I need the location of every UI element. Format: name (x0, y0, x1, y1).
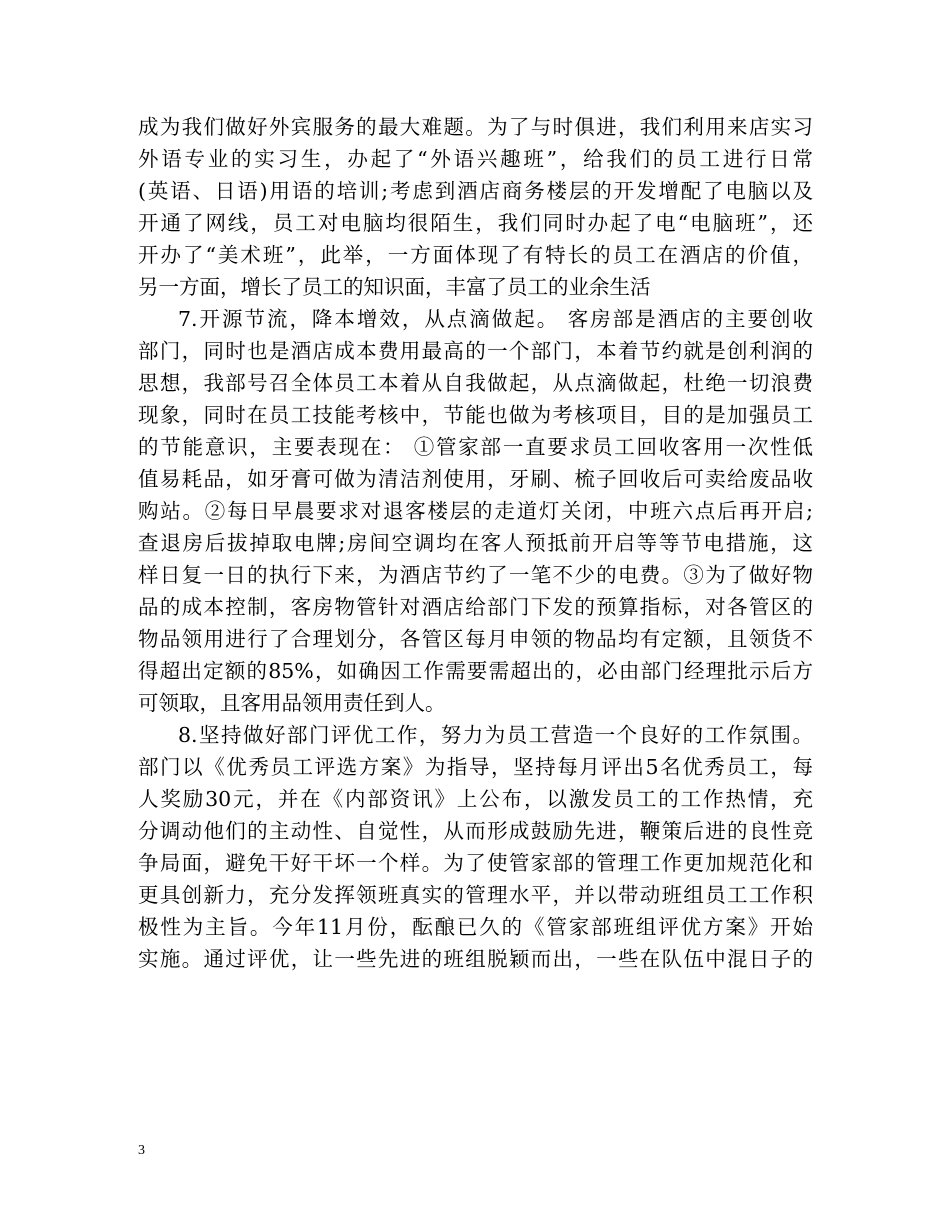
text-line: 值易耗品，如牙膏可做为清洁剂使用，牙刷、梳子回收后可卖给废品收 (138, 467, 813, 491)
text-line: 开办了“美术班”，此举，一方面体现了有特长的员工在酒店的价值， (138, 243, 813, 267)
text-line: 物品领用进行了合理划分，各管区每月申领的物品均有定额，且领货不 (138, 627, 813, 651)
text-line: 争局面，避免干好干坏一个样。为了使管家部的管理工作更加规范化和 (138, 851, 813, 875)
text-line: 开通了网线，员工对电脑均很陌生，我们同时办起了电“电脑班”，还 (138, 211, 813, 235)
text-line: 外语专业的实习生，办起了“外语兴趣班”，给我们的员工进行日常 (138, 147, 813, 171)
text-line: 更具创新力，充分发挥领班真实的管理水平，并以带动班组员工工作积 (138, 883, 813, 907)
text-line: 人奖励30元，并在《内部资讯》上公布，以激发员工的工作热情，充 (138, 787, 813, 811)
text-line: 得超出定额的85%，如确因工作需要需超出的，必由部门经理批示后方 (138, 659, 813, 683)
text-line: 8.坚持做好部门评优工作，努力为员工营造一个良好的工作氛围。 (178, 723, 813, 747)
text-line: 实施。通过评优，让一些先进的班组脱颖而出，一些在队伍中混日子的 (138, 947, 813, 971)
text-line: 另一方面，增长了员工的知识面，丰富了员工的业余生活 (138, 275, 651, 299)
text-line: 部门以《优秀员工评选方案》为指导，坚持每月评出5名优秀员工，每 (138, 755, 813, 779)
text-line: 可领取，且客用品领用责任到人。 (138, 691, 446, 715)
body-text (138, 111, 813, 975)
text-line: 样日复一日的执行下来，为酒店节约了一笔不少的电费。③为了做好物 (138, 563, 813, 587)
text-line: 购站。②每日早晨要求对退客楼层的走道灯关闭，中班六点后再开启; (138, 499, 813, 523)
text-line: 7.开源节流，降本增效，从点滴做起。 客房部是酒店的主要创收 (178, 307, 813, 331)
text-line: 成为我们做好外宾服务的最大难题。为了与时俱进，我们利用来店实习 (138, 115, 813, 139)
text-line: 查退房后拔掉取电牌;房间空调均在客人预抵前开启等等节电措施，这 (138, 531, 813, 555)
text-line: 极性为主旨。今年11月份，酝酿已久的《管家部班组评优方案》开始 (138, 915, 813, 939)
text-line: 品的成本控制，客房物管针对酒店给部门下发的预算指标，对各管区的 (138, 595, 813, 619)
text-line: (英语、日语)用语的培训;考虑到酒店商务楼层的开发增配了电脑以及 (138, 179, 813, 203)
text-line: 的节能意识，主要表现在： ①管家部一直要求员工回收客用一次性低 (138, 435, 813, 459)
text-line: 现象，同时在员工技能考核中，节能也做为考核项目，目的是加强员工 (138, 403, 813, 427)
text-line: 部门，同时也是酒店成本费用最高的一个部门，本着节约就是创利润的 (138, 339, 813, 363)
text-line: 分调动他们的主动性、自觉性，从而形成鼓励先进，鞭策后进的良性竞 (138, 819, 813, 843)
page-number: 3 (138, 1143, 145, 1158)
text-line: 思想，我部号召全体员工本着从自我做起，从点滴做起，杜绝一切浪费 (138, 371, 813, 395)
